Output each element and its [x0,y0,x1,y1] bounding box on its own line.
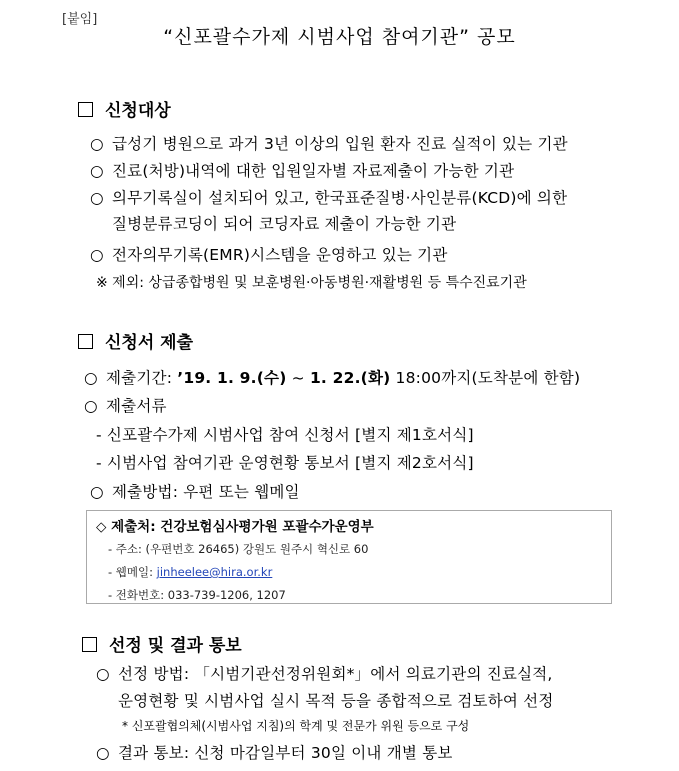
method-text: 제출방법: 우편 또는 웹메일 [112,483,300,501]
period-tilde: ~ [286,369,310,387]
section-heading-text: 신청서 제출 [105,333,194,353]
submission-method [90,480,300,502]
circle-bullet-icon: ○ [96,744,110,762]
section-heading-submission [78,328,193,353]
section-heading-selection [82,631,242,656]
email-label: - 웹메일: [108,565,157,579]
list-item-continuation: 질병분류코딩이 되어 코딩자료 제출이 가능한 기관 [112,215,457,233]
docs-label-text: 제출서류 [106,397,167,415]
contact-email-row [108,564,272,580]
circle-bullet-icon: ○ [90,189,104,207]
list-item-text: 의무기록실이 설치되어 있고, 한국표준질병·사인분류(KCD)에 의한 [112,189,568,207]
list-item-text: 진료(처방)내역에 대한 입원일자별 자료제출이 가능한 기관 [112,162,515,180]
email-link[interactable]: jinheelee@hira.or.kr [156,565,273,579]
checkbox-square-icon [78,334,93,349]
selection-method-continuation: 운영현황 및 시범사업 실시 목적 등을 종합적으로 검토하여 선정 [118,692,554,710]
circle-bullet-icon: ○ [84,369,98,387]
list-item [90,186,567,208]
selection-method [96,662,553,684]
circle-bullet-icon: ○ [96,665,110,683]
period-start: ’19. 1. 9.(수) [177,369,287,387]
submission-period [84,366,580,388]
period-tail: 18:00까지(도착분에 한함) [390,369,581,387]
checkbox-square-icon [78,102,93,117]
selection-footnote: * 신포괄협의체(시범사업 지침)의 학계 및 전문가 위원 등으로 구성 [122,719,470,733]
contact-heading: ◇ 제출처: 건강보험심사평가원 포괄수가운영부 [96,519,374,535]
selection-text: 선정 방법: 「시범기관선정위원회*」에서 의료기관의 진료실적, [118,665,553,683]
attachment-tag: [붙임] [62,12,98,27]
submission-docs-label [84,394,167,416]
list-item [90,159,514,181]
circle-bullet-icon: ○ [90,162,104,180]
section-heading-eligibility [78,96,171,121]
list-item [90,132,568,154]
period-end: 1. 22.(화) [309,369,391,387]
section-heading-text: 신청대상 [105,101,171,121]
list-item-text: 전자의무기록(EMR)시스템을 운영하고 있는 기관 [112,246,448,264]
checkbox-square-icon [82,637,97,652]
circle-bullet-icon: ○ [90,135,104,153]
contact-address: - 주소: (우편번호 26465) 강원도 원주시 혁신로 60 [108,542,369,556]
circle-bullet-icon: ○ [90,246,104,264]
period-label: 제출기간: [106,369,178,387]
result-text: 결과 통보: 신청 마감일부터 30일 이내 개별 통보 [118,744,453,762]
exclusion-note: ※ 제외: 상급종합병원 및 보훈병원·아동병원·재활병원 등 특수진료기관 [96,275,527,291]
contact-phone: - 전화번호: 033-739-1206, 1207 [108,588,286,602]
doc-item: - 시범사업 참여기관 운영현황 통보서 [별지 제2호서식] [96,454,474,472]
circle-bullet-icon: ○ [90,483,104,501]
page-title: “신포괄수가제 시범사업 참여기관” 공모 [163,26,516,48]
circle-bullet-icon: ○ [84,397,98,415]
list-item-text: 급성기 병원으로 과거 3년 이상의 입원 환자 진료 실적이 있는 기관 [112,135,568,153]
section-heading-text: 선정 및 결과 통보 [109,636,242,656]
result-notice [96,741,453,763]
list-item [90,243,448,265]
doc-item: - 신포괄수가제 시범사업 참여 신청서 [별지 제1호서식] [96,426,474,444]
